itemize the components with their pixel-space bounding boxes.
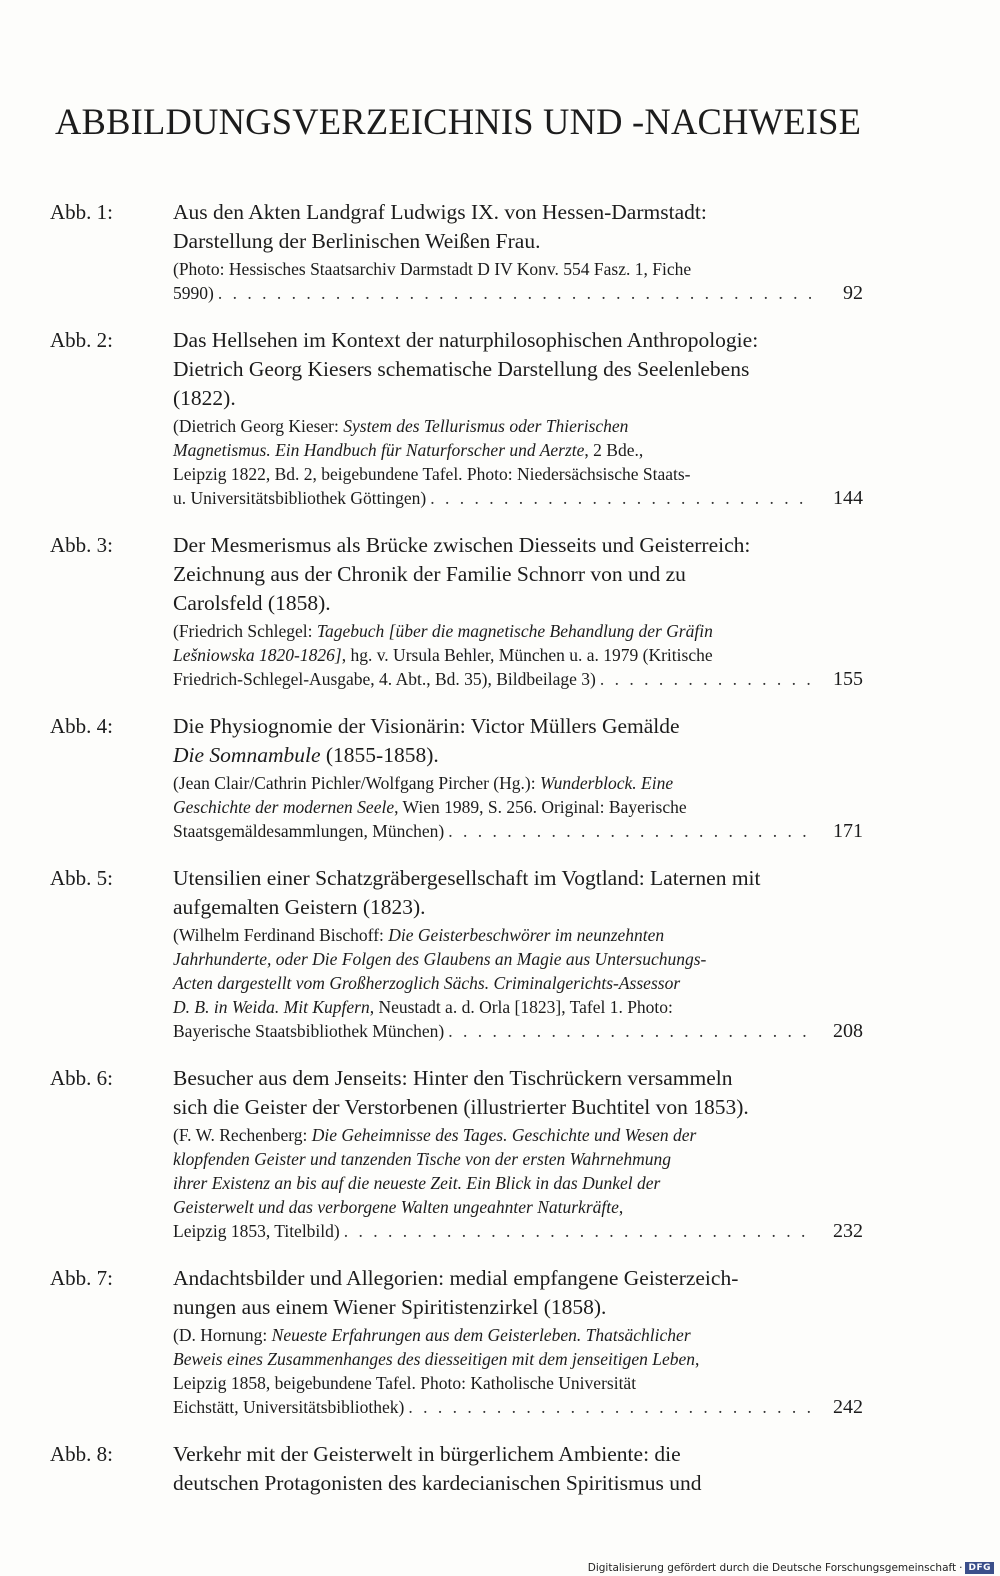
source-last-line: Friedrich-Schlegel-Ausgabe, 4. Abt., Bd. 35), Bildbeilage 3) xyxy=(173,669,596,689)
dot-leader xyxy=(600,667,811,691)
figure-entry xyxy=(0,864,1000,1043)
figure-label: Abb. 6: xyxy=(50,1066,113,1090)
figure-label: Abb. 7: xyxy=(50,1266,113,1290)
figure-caption: Andachtsbilder und Allegorien: medial empfangene Geisterzeich- nungen aus einem Wiener Spiritistenzirkel (1858). xyxy=(173,1266,739,1319)
figure-body xyxy=(173,1440,863,1498)
page-number: 208 xyxy=(833,1020,863,1042)
figure-source: (Dietrich Georg Kieser: System des Tellurismus oder Thierischen Magnetismus. Ein Handbuch für Naturforscher und Aerzte, 2 Bde., Leipzig 1822, Bd. 2, beigebundene Tafel. Photo: Niedersächsische Staats- u. Universitätsbibliothek Göttingen) . . . 144 xyxy=(173,414,863,510)
figure-source: (F. W. Rechenberg: Die Geheimnisse des Tages. Geschichte und Wesen der klopfenden Geister und tanzenden Tische von der ersten Wahrnehmung ihrer Existenz an bis auf die neueste Zeit. Ein Blick in das Dunkel der Geisterwelt und das verborgene Walten ungeahnter Naturkräfte, Leipzig 1853, Titelbild) . . . 232 xyxy=(173,1123,863,1243)
figure-body xyxy=(173,864,863,1043)
footer-credit: Digitalisierung gefördert durch die Deutsche Forschungsgemeinschaft xyxy=(587,1562,957,1574)
source-last-line: Bayerische Staatsbibliothek München) xyxy=(173,1021,445,1041)
page-number: 92 xyxy=(843,282,863,304)
figure-entry xyxy=(0,1264,1000,1419)
figure-caption: Das Hellsehen im Kontext der naturphilosophischen Anthropologie: Dietrich Georg Kiesers schematische Darstellung des Seelenlebens (1822). xyxy=(173,328,759,410)
dfg-logo-icon: DFG xyxy=(965,1562,994,1574)
figure-label: Abb. 1: xyxy=(50,200,113,224)
figure-label: Abb. 5: xyxy=(50,866,113,890)
figure-body xyxy=(173,198,863,305)
figure-entry xyxy=(0,326,1000,510)
figure-entry xyxy=(0,712,1000,843)
source-last-line: Leipzig 1853, Titelbild) xyxy=(173,1221,340,1241)
figure-caption: Besucher aus dem Jenseits: Hinter den Tischrückern versammeln sich die Geister der Verstorbenen (illustrierter Buchtitel von 1853). xyxy=(173,1066,749,1119)
figure-caption: Verkehr mit der Geisterwelt in bürgerlichem Ambiente: die deutschen Protagonisten des kardecianischen Spiritismus und xyxy=(173,1442,702,1495)
page-number: 242 xyxy=(833,1396,863,1418)
figure-label: Abb. 4: xyxy=(50,714,113,738)
figure-entry xyxy=(0,1064,1000,1243)
figure-source: (Friedrich Schlegel: Tagebuch [über die magnetische Behandlung der Gräfin Lešniowska 1820-1826], hg. v. Ursula Behler, München u. a. 1979 (Kritische Friedrich-Schlegel-Ausgabe, 4. Abt., Bd. 35), Bildbeilage 3) . . . 155 xyxy=(173,619,863,691)
figure-caption: Der Mesmerismus als Brücke zwischen Diesseits und Geisterreich: Zeichnung aus der Chronik der Familie Schnorr von und zu Carolsfeld (1858). xyxy=(173,533,751,615)
figure-list xyxy=(0,198,1000,1519)
figure-label: Abb. 8: xyxy=(50,1442,113,1466)
dot-leader xyxy=(448,1019,811,1043)
dot-leader xyxy=(430,486,811,510)
figure-caption: Aus den Akten Landgraf Ludwigs IX. von Hessen-Darmstadt: Darstellung der Berlinischen Weißen Frau. xyxy=(173,200,707,253)
page-number: 144 xyxy=(833,487,863,509)
page-number: 232 xyxy=(833,1220,863,1242)
figure-entry xyxy=(0,1440,1000,1498)
figure-body xyxy=(173,531,863,691)
figure-label: Abb. 2: xyxy=(50,328,113,352)
page-title: ABBILDUNGSVERZEICHNIS UND -NACHWEISE xyxy=(55,101,862,142)
figure-source: (Photo: Hessisches Staatsarchiv Darmstadt D IV Konv. 554 Fasz. 1, Fiche 5990) . . . 92 xyxy=(173,257,863,305)
figure-source: (Jean Clair/Cathrin Pichler/Wolfgang Pircher (Hg.): Wunderblock. Eine Geschichte der modernen Seele, Wien 1989, S. 256. Original: Bayerische Staatsgemäldesammlungen, München) . . . 171 xyxy=(173,771,863,843)
dot-leader xyxy=(408,1395,811,1419)
figure-label: Abb. 3: xyxy=(50,533,113,557)
page-number: 155 xyxy=(833,668,863,690)
figure-caption: Die Physiognomie der Visionärin: Victor Müllers Gemälde Die Somnambule (1855-1858). xyxy=(173,714,680,767)
page-footer: Digitalisierung gefördert durch die Deutsche Forschungsgemeinschaft · DFG xyxy=(588,1562,994,1574)
source-last-line: Eichstätt, Universitätsbibliothek) xyxy=(173,1397,405,1417)
figure-caption: Utensilien einer Schatzgräbergesellschaft im Vogtland: Laternen mit aufgemalten Geistern (1823). xyxy=(173,866,761,919)
figure-body xyxy=(173,326,863,510)
figure-entry xyxy=(0,531,1000,691)
figure-entry xyxy=(0,198,1000,305)
dot-leader xyxy=(218,281,811,305)
source-last-line: u. Universitätsbibliothek Göttingen) xyxy=(173,488,427,508)
page-number: 171 xyxy=(833,820,863,842)
figure-body xyxy=(173,1064,863,1243)
source-last-line: 5990) xyxy=(173,283,214,303)
dot-leader xyxy=(448,819,811,843)
figure-body xyxy=(173,1264,863,1419)
source-last-line: Staatsgemäldesammlungen, München) xyxy=(173,821,445,841)
figure-body xyxy=(173,712,863,843)
dot-leader xyxy=(344,1219,811,1243)
figure-source: (Wilhelm Ferdinand Bischoff: Die Geisterbeschwörer im neunzehnten Jahrhunderte, oder Die Folgen des Glaubens an Magie aus Untersuchungs- Acten dargestellt vom Großherzoglich Sächs. Criminalgerichts-Assessor D. B. in Weida. Mit Kupfern, Neustadt a. d. Orla [1823], Tafel 1. Photo: Bayerische Staatsbibliothek München) . . . 208 xyxy=(173,923,863,1043)
figure-source: (D. Hornung: Neueste Erfahrungen aus dem Geisterleben. Thatsächlicher Beweis eines Zusammenhanges des diesseitigen mit dem jenseitigen Leben, Leipzig 1858, beigebundene Tafel. Photo: Katholische Universität Eichstätt, Universitätsbibliothek) . . . 242 xyxy=(173,1323,863,1419)
